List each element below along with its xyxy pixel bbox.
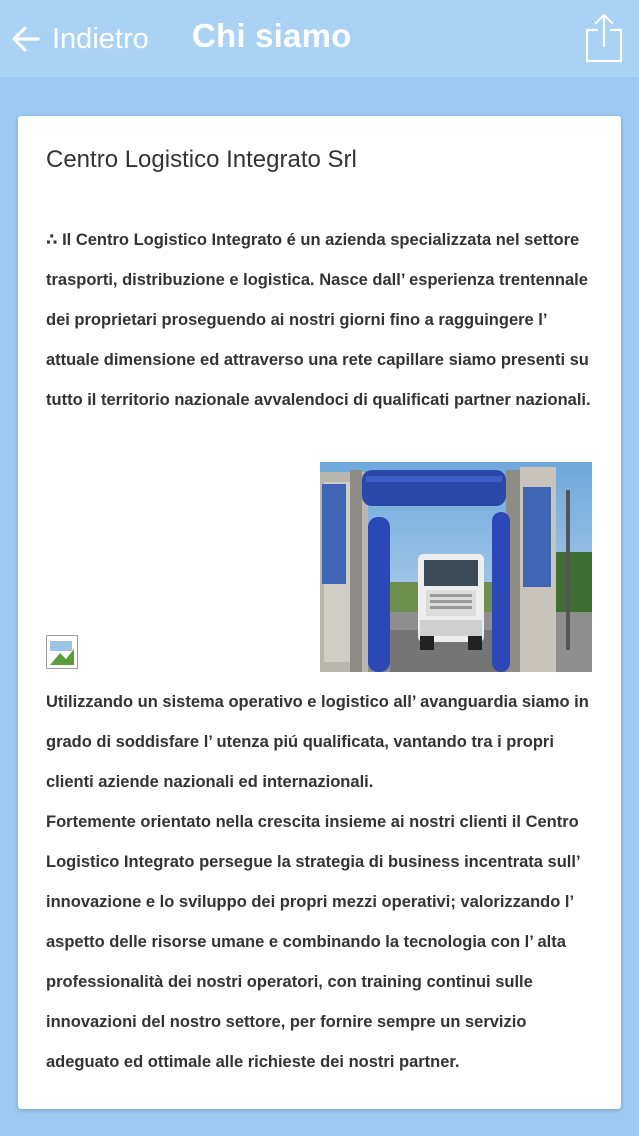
body-paragraph-2: Fortemente orientato nella crescita insieme ai nostri clienti il Centro Logistico Integrato persegue la strategia di business incentrata sull’ innovazione e lo sviluppo dei propri mezzi operativi; valorizzando l’ aspetto delle risorse umane e combinando la tecnologia con l’ alta professionalità dei nostri operatori, con training continui sulle innovazioni del nostro settore, per fornire sempre un servizio adeguato ed ottimale alle richieste dei nostri partner.	[46, 813, 580, 1071]
back-button[interactable]	[10, 18, 149, 60]
arrow-left-icon	[10, 23, 42, 55]
truck-wash-photo	[320, 462, 592, 672]
body-text	[46, 682, 602, 1082]
body-paragraph-1: Utilizzando un sistema operativo e logistico all’ avanguardia siamo in grado di soddisfare l’ utenza piú qualificata, vantando tra i propri clienti aziende nazionali ed internazionali.	[46, 693, 589, 791]
share-icon	[584, 12, 624, 64]
content-card	[18, 116, 621, 1109]
back-label: Indietro	[52, 22, 149, 55]
page-title: Chi siamo	[192, 17, 352, 54]
intro-paragraph: ∴ Il Centro Logistico Integrato é un azienda specializzata nel settore trasporti, distribuzione e logistica. Nasce dall’ esperienza trentennale dei proprietari proseguendo ai nostri giorni fino a ragguingere l’ attuale dimensione ed attraverso una rete capillare siamo presenti su tutto il territorio nazionale avvalendoci di qualificati partner nazionali.	[46, 231, 591, 409]
broken-image-icon	[46, 635, 78, 669]
header-bar	[0, 0, 639, 77]
share-button[interactable]	[584, 12, 624, 69]
company-name: Centro Logistico Integrato Srl	[46, 146, 357, 173]
